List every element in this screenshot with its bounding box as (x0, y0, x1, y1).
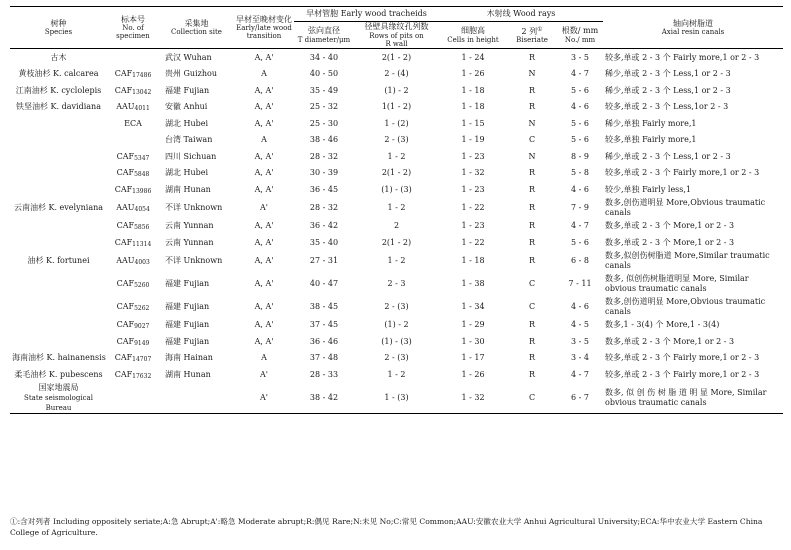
table-body (10, 49, 783, 414)
site-cell: 福建 Fujian (165, 320, 210, 330)
tdiam-cell: 30 - 39 (309, 168, 339, 178)
resin-cell: 数多,创伤道明显 More,Obvious traumatic canals (605, 296, 766, 316)
tdiam-cell: 28 - 32 (309, 151, 339, 161)
resin-cell: 数多, 似 创 伤 树 脂 道 明 显 More, Similar obvious traumatic canals (603, 383, 783, 414)
specimen-number: 4011 (134, 105, 150, 113)
wood-anatomy-table (10, 6, 783, 414)
height-cell: 1 - 32 (461, 168, 485, 178)
site-cell: 湖南 Hunan (165, 369, 211, 379)
tdiam-cell: 40 - 50 (309, 69, 339, 79)
transition-cell: A, A' (254, 221, 274, 231)
tdiam-cell: 37 - 48 (309, 353, 339, 363)
resin-cell: 数多, 似创伤树脂道明显 More, Similar obvious traumatic canals (605, 273, 749, 293)
specimen-code: ECA (124, 118, 142, 128)
header-transition: 早材至晚材变化 Early/late wood transition (234, 7, 294, 49)
biseriate-cell: R (529, 221, 536, 231)
header-tracheids-group: 早材管胞 Early wood tracheids (294, 7, 439, 22)
transition-cell: A' (260, 203, 268, 213)
species-cell (10, 66, 107, 83)
specimen-code: AAU (116, 102, 135, 112)
number-cell: 3 - 4 (571, 353, 589, 363)
biseriate-cell: R (529, 85, 536, 95)
pits-cell: (1) - (3) (381, 336, 412, 346)
site-cell: 云南 Yunnan (165, 221, 214, 231)
biseriate-cell: C (507, 383, 557, 414)
tdiam-cell: 27 - 31 (309, 256, 339, 266)
pits-cell: (1) - 2 (384, 320, 409, 330)
biseriate-cell: N (528, 118, 536, 128)
biseriate-cell: C (528, 302, 536, 312)
biseriate-cell: R (529, 256, 536, 266)
tdiam-cell: 38 - 46 (309, 135, 339, 145)
table-row (10, 383, 783, 414)
biseriate-cell: R (529, 52, 536, 62)
height-cell: 1 - 24 (461, 52, 485, 62)
specimen-code: CAF (116, 336, 135, 346)
tdiam-cell: 36 - 46 (309, 336, 339, 346)
specimen-number: 14707 (132, 356, 152, 364)
species-cell (10, 297, 107, 317)
header-number: 根数/ mm No./ mm (557, 22, 603, 49)
transition-cell: A (261, 135, 267, 145)
resin-cell: 较多,单或 2 - 3 个 Less,1or 2 - 3 (605, 102, 729, 112)
pits-cell: 2 - (3) (384, 302, 409, 312)
transition-cell: A, A' (254, 151, 274, 161)
specimen-cell (107, 366, 159, 383)
tdiam-cell: 28 - 32 (309, 203, 339, 213)
specimen-code: CAF (116, 151, 135, 161)
resin-cell: 稀少,单或 2 - 3 个 Less,1 or 2 - 3 (605, 85, 731, 95)
tdiam-cell: 35 - 49 (309, 85, 339, 95)
biseriate-cell: R (529, 168, 536, 178)
specimen-code: CAF (114, 69, 133, 79)
biseriate-cell: C (528, 135, 536, 145)
tdiam-cell: 38 - 45 (309, 302, 339, 312)
species-cell (10, 218, 107, 235)
pits-cell: 2 - (3) (384, 135, 409, 145)
specimen-cell (107, 132, 159, 149)
tdiam-cell: 36 - 45 (309, 184, 339, 194)
site-cell: 四川 Sichuan (165, 151, 217, 161)
species-cell (10, 234, 107, 251)
specimen-code: CAF (116, 168, 135, 178)
site-cell: 湖北 Hubei (165, 168, 209, 178)
tdiam-cell: 25 - 32 (309, 102, 339, 112)
resin-cell: 较多,单独 Fairly more,1 (605, 135, 697, 145)
header-specimen: 标本号 No. of specimen (107, 7, 159, 49)
specimen-number: 5260 (134, 281, 150, 289)
pits-cell: 1 - 2 (387, 151, 406, 161)
number-cell: 5 - 6 (571, 118, 589, 128)
species-name-en: State seismological Bureau (24, 394, 93, 412)
number-cell: 3 - 5 (571, 336, 589, 346)
site-cell: 不详 Unknown (165, 203, 223, 213)
species-cell (10, 148, 107, 165)
resin-cell: 数多,单或 2 - 3 个 More,1 or 2 - 3 (605, 237, 735, 247)
species-cell (10, 115, 107, 132)
height-cell: 1 - 18 (461, 102, 485, 112)
resin-cell: 较多,单或 2 - 3 个 Fairly more,1 or 2 - 3 (605, 353, 760, 363)
specimen-number: 4054 (134, 205, 150, 213)
resin-cell: 较多,单或 2 - 3 个 Fairly more,1 or 2 - 3 (605, 52, 760, 62)
table-row (10, 99, 783, 116)
specimen-code: CAF (116, 221, 135, 231)
pits-cell: 2 - (4) (384, 69, 409, 79)
pits-cell: 2(1 - 2) (381, 237, 412, 247)
table-row (10, 82, 783, 99)
specimen-code: CAF (116, 278, 135, 288)
pits-cell: 2 - (3) (384, 353, 409, 363)
pits-cell: 2 (393, 221, 400, 231)
pits-cell: 1 - 2 (387, 369, 406, 379)
species-cell (10, 350, 107, 367)
height-cell: 1 - 38 (461, 279, 485, 289)
tdiam-cell: 28 - 33 (309, 369, 339, 379)
species-cell (10, 366, 107, 383)
site-cell: 湖北 Hubei (165, 118, 209, 128)
height-cell: 1 - 23 (461, 221, 485, 231)
transition-cell: A' (260, 369, 268, 379)
specimen-number: 4003 (134, 258, 150, 266)
table-row (10, 148, 783, 165)
site-cell: 福建 Fujian (165, 279, 210, 289)
specimen-cell (107, 148, 159, 165)
pits-cell: 1 - 2 (387, 256, 406, 266)
specimen-cell (107, 317, 159, 334)
specimen-code: CAF (114, 85, 133, 95)
species-cell (10, 99, 107, 116)
pits-cell: 2 - 3 (387, 279, 406, 289)
height-cell: 1 - 22 (461, 237, 485, 247)
table-row (10, 198, 783, 218)
height-cell: 1 - 29 (461, 320, 485, 330)
specimen-cell (107, 297, 159, 317)
species-cell (10, 198, 107, 218)
table-row (10, 218, 783, 235)
specimen-cell (107, 165, 159, 182)
specimen-number: 11314 (132, 240, 152, 248)
table-row (10, 234, 783, 251)
height-cell: 1 - 26 (461, 69, 485, 79)
species-name: 古木 (50, 52, 67, 62)
species-name: 铁坚油杉 K. davidiana (16, 102, 101, 112)
species-name: 油杉 K. fortunei (27, 256, 90, 266)
number-cell: 6 - 7 (557, 383, 603, 414)
resin-cell: 稀少,单或 2 - 3 个 Less,1 or 2 - 3 (605, 69, 731, 79)
specimen-cell (107, 383, 159, 414)
species-cell (10, 82, 107, 99)
table-row (10, 181, 783, 198)
number-cell: 8 - 9 (571, 151, 589, 161)
biseriate-cell: R (529, 203, 536, 213)
tdiam-cell: 35 - 40 (309, 237, 339, 247)
table-row (10, 317, 783, 334)
header-biseriate: 2 列① Biseriate (507, 22, 557, 49)
number-cell: 5 - 6 (571, 85, 589, 95)
resin-cell: 较多,单或 2 - 3 个 Fairly more,1 or 2 - 3 (605, 168, 760, 178)
species-name: 云南油杉 K. evelyniana (13, 203, 104, 213)
site-cell: 武汉 Wuhan (165, 52, 212, 62)
tdiam-cell: 34 - 40 (309, 52, 339, 62)
transition-cell: A, A' (254, 320, 274, 330)
header-height: 细胞高 Cells in height (439, 22, 507, 49)
specimen-cell (107, 82, 159, 99)
species-cell (10, 49, 107, 66)
table-row (10, 132, 783, 149)
resin-cell: 数多,似创伤树脂道 More,Similar traumatic canals (605, 250, 770, 270)
species-cell (10, 383, 107, 414)
specimen-cell (107, 234, 159, 251)
specimen-code: CAF (116, 301, 135, 311)
specimen-number: 13986 (132, 187, 152, 195)
specimen-cell (107, 66, 159, 83)
specimen-code: CAF (114, 353, 133, 363)
table-row (10, 333, 783, 350)
header-tdiam: 弦向直径 T diameter/μm (294, 22, 354, 49)
transition-cell: A, A' (254, 279, 274, 289)
specimen-number: 17486 (132, 72, 152, 80)
species-cell (10, 132, 107, 149)
header-pits: 径壁具缘纹孔列数 Rows of pits on R wall (354, 22, 439, 49)
transition-cell: A, A' (254, 168, 274, 178)
species-name: 柔毛油杉 K. pubescens (14, 369, 103, 379)
transition-cell: A, A' (254, 118, 274, 128)
transition-cell: A (261, 353, 267, 363)
tdiam-cell: 36 - 42 (309, 221, 339, 231)
specimen-code: CAF (114, 369, 133, 379)
table-footnote: ①:含对列者 Including oppositely seriate;A:急 Abrupt;A':略急 Moderate abrupt;R:偶见 Rare;N:未见 No;C:常见 Common;AAU:安徽农业大学 Anhui Agricultural University;ECA:华中农业大学 Eastern China College of Agriculture. (10, 517, 763, 537)
site-cell: 福建 Fujian (165, 85, 210, 95)
number-cell: 4 - 6 (571, 184, 589, 194)
site-cell: 贵州 Guizhou (165, 69, 217, 79)
biseriate-cell: R (529, 184, 536, 194)
resin-cell: 数多,单或 2 - 3 个 More,1 or 2 - 3 (605, 336, 735, 346)
specimen-number: 17632 (132, 372, 152, 380)
number-cell: 5 - 6 (571, 135, 589, 145)
biseriate-cell: R (529, 353, 536, 363)
specimen-number: 5856 (134, 224, 150, 232)
resin-cell: 稀少,单独 Fairly more,1 (605, 118, 697, 128)
specimen-number: 9027 (134, 323, 150, 331)
specimen-code: CAF (114, 237, 133, 247)
specimen-code: AAU (116, 202, 135, 212)
pits-cell: 1 - (3) (354, 383, 439, 414)
pits-cell: 2(1 - 2) (381, 168, 412, 178)
number-cell: 4 - 7 (571, 369, 589, 379)
species-cell (10, 251, 107, 271)
site-cell (159, 383, 234, 414)
specimen-cell (107, 198, 159, 218)
biseriate-cell: R (529, 320, 536, 330)
number-cell: 7 - 9 (571, 203, 589, 213)
biseriate-cell: R (529, 336, 536, 346)
table-row (10, 366, 783, 383)
resin-cell: 稀少,单或 2 - 3 个 Less,1 or 2 - 3 (605, 151, 731, 161)
number-cell: 4 - 5 (571, 320, 589, 330)
specimen-cell (107, 218, 159, 235)
table-row (10, 165, 783, 182)
transition-cell: A (261, 69, 267, 79)
species-name: 江南油杉 K. cyclolepis (15, 85, 102, 95)
height-cell: 1 - 15 (461, 118, 485, 128)
height-cell: 1 - 30 (461, 336, 485, 346)
biseriate-cell: N (528, 151, 536, 161)
tdiam-cell: 38 - 42 (294, 383, 354, 414)
header-species: 树种 Species (10, 7, 107, 49)
pits-cell: 1 - 2 (387, 203, 406, 213)
table-row (10, 66, 783, 83)
site-cell: 不详 Unknown (165, 256, 223, 266)
resin-cell: 较少,单独 Fairly less,1 (605, 184, 692, 194)
height-cell: 1 - 23 (461, 184, 485, 194)
specimen-number: 5347 (134, 154, 150, 162)
number-cell: 5 - 8 (571, 168, 589, 178)
specimen-cell (107, 271, 159, 297)
table-row (10, 49, 783, 66)
specimen-code: AAU (116, 255, 135, 265)
table-row (10, 251, 783, 271)
site-cell: 海南 Hainan (165, 353, 213, 363)
number-cell: 4 - 6 (571, 102, 589, 112)
height-cell: 1 - 34 (461, 302, 485, 312)
table-row (10, 115, 783, 132)
species-name: 黄枝油杉 K. calcarea (18, 69, 99, 79)
specimen-cell (107, 251, 159, 271)
number-cell: 7 - 11 (568, 279, 592, 289)
height-cell: 1 - 18 (461, 85, 485, 95)
specimen-cell (107, 115, 159, 132)
transition-cell: A, A' (254, 184, 274, 194)
specimen-number: 5848 (134, 171, 150, 179)
species-cell (10, 271, 107, 297)
species-cell (10, 333, 107, 350)
tdiam-cell: 25 - 30 (309, 118, 339, 128)
specimen-cell (107, 99, 159, 116)
specimen-cell (107, 181, 159, 198)
pits-cell: 1(1 - 2) (381, 102, 412, 112)
transition-cell: A, A' (254, 52, 274, 62)
number-cell: 3 - 5 (571, 52, 589, 62)
transition-cell: A' (234, 383, 294, 414)
number-cell: 4 - 7 (571, 221, 589, 231)
pits-cell: 2(1 - 2) (381, 52, 412, 62)
height-cell: 1 - 18 (461, 256, 485, 266)
specimen-number: 5262 (134, 304, 150, 312)
pits-cell: (1) - (3) (381, 184, 412, 194)
height-cell: 1 - 17 (461, 353, 485, 363)
header-rays-group: 木射线 Wood rays (439, 7, 603, 22)
header-site: 采集地 Collection site (159, 7, 234, 49)
resin-cell: 较多,单或 2 - 3 个 Fairly more,1 or 2 - 3 (605, 369, 760, 379)
transition-cell: A, A' (254, 102, 274, 112)
transition-cell: A, A' (254, 237, 274, 247)
height-cell: 1 - 26 (461, 369, 485, 379)
specimen-code: CAF (116, 320, 135, 330)
biseriate-cell: R (529, 369, 536, 379)
specimen-code: CAF (114, 184, 133, 194)
number-cell: 6 - 8 (571, 256, 589, 266)
species-name: 海南油杉 K. hainanensis (12, 353, 106, 363)
height-cell: 1 - 32 (439, 383, 507, 414)
table-row (10, 297, 783, 317)
height-cell: 1 - 23 (461, 151, 485, 161)
specimen-number: 9149 (134, 339, 150, 347)
specimen-number: 13042 (132, 88, 152, 96)
tdiam-cell: 40 - 47 (309, 279, 339, 289)
height-cell: 1 - 19 (461, 135, 485, 145)
transition-cell: A, A' (254, 302, 274, 312)
specimen-cell (107, 350, 159, 367)
table-row (10, 271, 783, 297)
species-cell (10, 317, 107, 334)
species-name: 国家地震局 (38, 383, 79, 393)
site-cell: 云南 Yunnan (165, 237, 214, 247)
transition-cell: A, A' (254, 85, 274, 95)
biseriate-cell: R (529, 102, 536, 112)
site-cell: 台湾 Taiwan (165, 135, 213, 145)
biseriate-cell: C (528, 279, 536, 289)
site-cell: 湖南 Hunan (165, 184, 211, 194)
number-cell: 5 - 6 (571, 237, 589, 247)
transition-cell: A, A' (254, 256, 274, 266)
site-cell: 安徽 Anhui (165, 102, 208, 112)
resin-cell: 数多,单或 2 - 3 个 More,1 or 2 - 3 (605, 221, 735, 231)
pits-cell: 1 - (2) (384, 118, 409, 128)
specimen-cell (107, 333, 159, 350)
species-cell (10, 165, 107, 182)
number-cell: 4 - 6 (571, 302, 589, 312)
header-resin: 轴向树脂道 Axial resin canals (603, 7, 783, 49)
specimen-cell (107, 49, 159, 66)
tdiam-cell: 37 - 45 (309, 320, 339, 330)
height-cell: 1 - 22 (461, 203, 485, 213)
resin-cell: 数多,1 - 3(4) 个 More,1 - 3(4) (605, 320, 720, 330)
biseriate-cell: R (529, 237, 536, 247)
biseriate-cell: N (528, 69, 536, 79)
species-cell (10, 181, 107, 198)
resin-cell: 数多,创伤道明显 More,Obvious traumatic canals (605, 197, 766, 217)
number-cell: 4 - 7 (571, 69, 589, 79)
table-row (10, 350, 783, 367)
transition-cell: A, A' (254, 336, 274, 346)
site-cell: 福建 Fujian (165, 336, 210, 346)
site-cell: 福建 Fujian (165, 302, 210, 312)
pits-cell: (1) - 2 (384, 85, 409, 95)
